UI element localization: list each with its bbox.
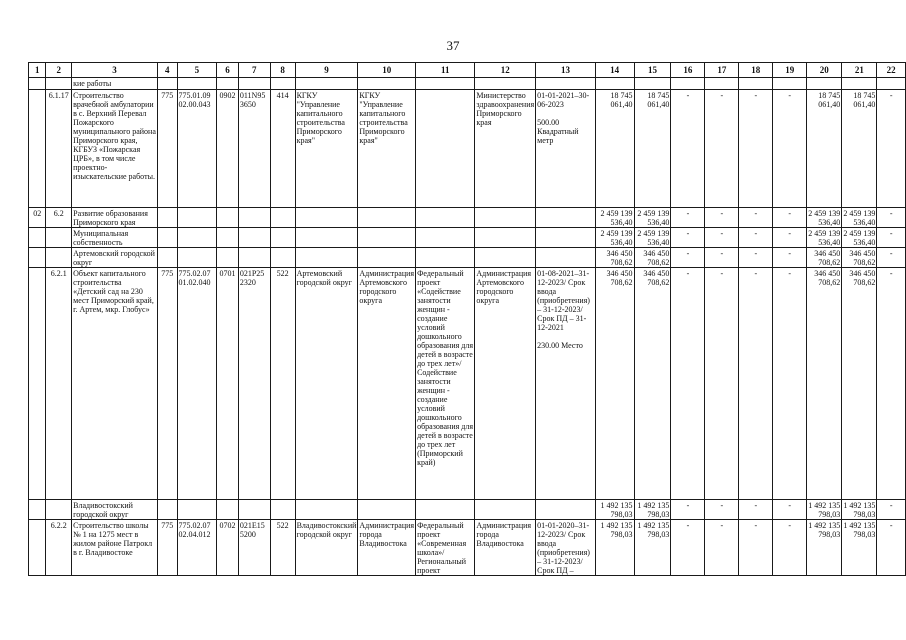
- table-cell: Строительство школы № 1 на 1275 мест в жилом районе Патрокл в г. Владивостоке: [72, 520, 158, 576]
- table-cell: [416, 248, 475, 268]
- table-cell: -: [739, 500, 773, 520]
- table-cell: [46, 500, 72, 520]
- table-cell: [842, 78, 877, 90]
- table-cell: [46, 248, 72, 268]
- table-cell: 2 459 139 536,40: [595, 208, 634, 228]
- column-header: 9: [295, 63, 358, 78]
- table-cell: -: [739, 90, 773, 208]
- column-header: 22: [877, 63, 906, 78]
- table-cell: 18 745 061,40: [595, 90, 634, 208]
- table-cell: 021P25 2320: [238, 268, 270, 500]
- table-cell: [238, 228, 270, 248]
- table-cell: [705, 78, 739, 90]
- table-cell: [877, 78, 906, 90]
- table-cell: [238, 248, 270, 268]
- table-cell: -: [739, 268, 773, 500]
- table-cell: 01-01-2021–30-06-2023 500.00 Квадратный метр: [536, 90, 596, 208]
- table-cell: -: [705, 520, 739, 576]
- column-header: 16: [671, 63, 705, 78]
- table-cell: -: [705, 268, 739, 500]
- column-header: 7: [238, 63, 270, 78]
- table-cell: 6.2.2: [46, 520, 72, 576]
- table-row: [29, 228, 906, 248]
- table-cell: [157, 78, 177, 90]
- table-cell: 01-08-2021–31-12-2023/ Срок ввода (приобретения) – 31-12-2023/ Срок ПД – 31-12-2021 230.00 Место: [536, 268, 596, 500]
- table-row: [29, 500, 906, 520]
- column-header: 15: [634, 63, 671, 78]
- table-cell: Муниципальная собственность: [72, 228, 158, 248]
- table-cell: 6.2.1: [46, 268, 72, 500]
- table-cell: [29, 268, 46, 500]
- table-row: [29, 268, 906, 500]
- table-cell: 2 459 139 536,40: [808, 209, 841, 227]
- table-cell: 775.01.09 02.00.043: [177, 90, 217, 208]
- table-cell: -: [705, 228, 739, 248]
- table-cell: -: [739, 248, 773, 268]
- table-cell: [807, 78, 842, 90]
- table-cell: [217, 228, 239, 248]
- table-cell: 775: [157, 90, 177, 208]
- table-cell: [416, 78, 475, 90]
- column-header: 10: [358, 63, 416, 78]
- table-cell: -: [773, 208, 807, 228]
- table-cell: Федеральный проект «Современная школа»/Региональный проект: [416, 520, 475, 576]
- table-cell: 2 459 139 536,40: [808, 229, 841, 247]
- budget-table: [28, 62, 906, 576]
- table-cell: -: [705, 90, 739, 208]
- table-cell: [46, 78, 72, 90]
- column-header: 12: [475, 63, 536, 78]
- table-cell: [416, 90, 475, 208]
- table-cell: Артемовский городской округ: [295, 268, 358, 500]
- table-cell: КГКУ "Управление капитального строительства Приморского края": [358, 90, 416, 208]
- table-cell: 021E15 5200: [238, 520, 270, 576]
- table-cell: 775.02.07 01.02.040: [177, 268, 217, 500]
- column-header: 2: [46, 63, 72, 78]
- table-cell: [217, 208, 239, 228]
- table-cell: 6.1.17: [46, 90, 72, 208]
- table-cell: 0701: [217, 268, 239, 500]
- table-cell: Владивостокский городской округ: [295, 520, 358, 576]
- table-cell: 011N95 3650: [238, 90, 270, 208]
- table-cell: -: [877, 228, 906, 248]
- table-cell: -: [671, 228, 705, 248]
- table-cell: [295, 78, 358, 90]
- table-header-row: [29, 63, 906, 78]
- table-cell: [595, 78, 634, 90]
- table-cell: -: [705, 208, 739, 228]
- table-cell: [475, 500, 536, 520]
- table-cell: [536, 248, 596, 268]
- table-cell: [358, 500, 416, 520]
- column-header: 4: [157, 63, 177, 78]
- table-cell: -: [877, 208, 906, 228]
- table-cell: [295, 208, 358, 228]
- table-cell: -: [773, 500, 807, 520]
- table-cell: [739, 78, 773, 90]
- table-cell: Развитие образования Приморского края: [72, 208, 158, 228]
- table-cell: [238, 500, 270, 520]
- table-cell: 1 492 135 798,03: [634, 520, 671, 576]
- table-cell: 775: [157, 520, 177, 576]
- table-cell: КГКУ "Управление капитального строительства Приморского края": [295, 90, 358, 208]
- table-cell: [177, 78, 217, 90]
- table-cell: [536, 208, 596, 228]
- table-cell: [157, 208, 177, 228]
- table-cell: [217, 248, 239, 268]
- table-row: [29, 520, 906, 576]
- table-cell: кие работы: [72, 78, 158, 90]
- column-header: 14: [595, 63, 634, 78]
- table-cell: [29, 520, 46, 576]
- column-header: 18: [739, 63, 773, 78]
- table-cell: 346 450 708,62: [807, 268, 842, 500]
- table-cell: -: [877, 90, 906, 208]
- table-cell: 346 450 708,62: [634, 268, 671, 500]
- table-cell: -: [705, 500, 739, 520]
- table-cell: 522: [270, 520, 295, 576]
- table-cell: -: [773, 268, 807, 500]
- table-cell: Владивостокский городской округ: [72, 500, 158, 520]
- table-cell: [270, 228, 295, 248]
- table-cell: [157, 500, 177, 520]
- table-cell: -: [671, 520, 705, 576]
- table-cell: [46, 228, 72, 248]
- table-cell: [295, 248, 358, 268]
- table-cell: 775: [157, 268, 177, 500]
- table-cell: -: [671, 208, 705, 228]
- table-cell: [358, 248, 416, 268]
- page-number: 37: [446, 38, 460, 53]
- table-row: [29, 208, 906, 228]
- table-cell: 346 450 708,62: [595, 248, 634, 268]
- table-cell: 2 459 139 536,40: [595, 228, 634, 248]
- table-cell: [270, 248, 295, 268]
- table-cell: Администрация Артемовского городского округа: [358, 268, 416, 500]
- table-cell: [475, 248, 536, 268]
- table-cell: [177, 208, 217, 228]
- table-cell: 346 450 708,62: [842, 248, 877, 268]
- table-cell: 2 459 139 536,40: [843, 229, 876, 247]
- table-cell: -: [877, 500, 906, 520]
- table-cell: [416, 228, 475, 248]
- table-cell: 2 459 139 536,40: [634, 228, 671, 248]
- table-cell: [295, 500, 358, 520]
- column-header: 6: [217, 63, 239, 78]
- column-header: 17: [705, 63, 739, 78]
- table-cell: -: [671, 248, 705, 268]
- table-cell: -: [773, 228, 807, 248]
- table-cell: 02: [29, 208, 46, 228]
- table-cell: [536, 500, 596, 520]
- column-header: 19: [773, 63, 807, 78]
- table-cell: Объект капитального строительства «Детский сад на 230 мест Приморский край, г. Артем, мкр. Глобус»: [72, 268, 158, 500]
- table-cell: [416, 208, 475, 228]
- table-cell: Министерство здравоохранения Приморского края: [475, 90, 536, 208]
- table-cell: [295, 228, 358, 248]
- column-header: 11: [416, 63, 475, 78]
- table-cell: -: [773, 90, 807, 208]
- table-cell: 0702: [217, 520, 239, 576]
- table-cell: 18 745 061,40: [634, 90, 671, 208]
- table-cell: [29, 78, 46, 90]
- table-row: [29, 248, 906, 268]
- table-cell: 346 450 708,62: [807, 248, 842, 268]
- table-cell: 346 450 708,62: [842, 268, 877, 500]
- table-cell: Администрация города Владивостока: [475, 520, 536, 576]
- table-cell: [270, 208, 295, 228]
- table-cell: [29, 500, 46, 520]
- table-cell: -: [877, 248, 906, 268]
- table-cell: [238, 208, 270, 228]
- column-header: 1: [29, 63, 46, 78]
- table-cell: 01-01-2020–31-12-2023/ Срок ввода (приобретения) – 31-12-2023/ Срок ПД –: [536, 520, 596, 576]
- column-header: 20: [807, 63, 842, 78]
- table-cell: 0902: [217, 90, 239, 208]
- table-cell: -: [773, 248, 807, 268]
- table-cell: [157, 228, 177, 248]
- column-header: 5: [177, 63, 217, 78]
- table-cell: [270, 500, 295, 520]
- table-cell: [177, 248, 217, 268]
- table-cell: [358, 228, 416, 248]
- table-cell: Федеральный проект «Содействие занятости женщин - создание условий дошкольного образования для детей в возрасте до трех лет»/Содействие занятости женщин - создание условий дошкольного образования для детей в возрасте до трех лет (Приморский край): [416, 268, 475, 500]
- table-row: [29, 78, 906, 90]
- table-row: [29, 90, 906, 208]
- table-cell: 346 450 708,62: [634, 248, 671, 268]
- column-header: 13: [536, 63, 596, 78]
- table-cell: 1 492 135 798,03: [842, 520, 877, 576]
- table-cell: [671, 78, 705, 90]
- table-cell: -: [739, 520, 773, 576]
- table-cell: [475, 228, 536, 248]
- table-cell: [177, 228, 217, 248]
- table-cell: [238, 78, 270, 90]
- table-cell: [29, 248, 46, 268]
- table-cell: [29, 228, 46, 248]
- table-cell: 775.02.07 02.04.012: [177, 520, 217, 576]
- table-cell: [536, 228, 596, 248]
- table-cell: 1 492 135 798,03: [634, 500, 671, 520]
- table-cell: 1 492 135 798,03: [595, 500, 634, 520]
- table-cell: -: [671, 268, 705, 500]
- table-cell: -: [705, 248, 739, 268]
- table-cell: -: [773, 520, 807, 576]
- table-cell: 522: [270, 268, 295, 500]
- table-cell: -: [671, 90, 705, 208]
- table-cell: [217, 78, 239, 90]
- table-cell: -: [671, 500, 705, 520]
- table-cell: [358, 78, 416, 90]
- table-cell: [475, 208, 536, 228]
- table-cell: 414: [270, 90, 295, 208]
- table-cell: 2 459 139 536,40: [634, 208, 671, 228]
- table-cell: [634, 78, 671, 90]
- table-cell: [217, 500, 239, 520]
- table-cell: [536, 78, 596, 90]
- table-cell: 1 492 135 798,03: [807, 520, 842, 576]
- table-cell: Артемовский городской округ: [72, 248, 158, 268]
- table-cell: 1 492 135 798,03: [595, 520, 634, 576]
- table-cell: [177, 500, 217, 520]
- table-cell: 18 745 061,40: [807, 90, 842, 208]
- table-cell: -: [739, 228, 773, 248]
- column-header: 3: [72, 63, 158, 78]
- column-header: 21: [842, 63, 877, 78]
- table-cell: Администрация города Владивостока: [358, 520, 416, 576]
- column-header: 8: [270, 63, 295, 78]
- table-cell: 18 745 061,40: [842, 90, 877, 208]
- table-cell: Администрация Артемовского городского округа: [475, 268, 536, 500]
- table-cell: 6.2: [46, 208, 72, 228]
- table-cell: [358, 208, 416, 228]
- table-cell: 1 492 135 798,03: [808, 501, 841, 519]
- table-cell: [475, 78, 536, 90]
- table-cell: [29, 90, 46, 208]
- table-cell: 1 492 135 798,03: [843, 501, 876, 519]
- table-cell: -: [877, 268, 906, 500]
- table-cell: [270, 78, 295, 90]
- table-cell: [773, 78, 807, 90]
- table-cell: 2 459 139 536,40: [843, 209, 876, 227]
- table-cell: [416, 500, 475, 520]
- table-cell: Строительство врачебной амбулатории в с. Верхний Перевал Пожарского муниципального района Приморского края, КГБУЗ «Пожарская ЦРБ», в том числе проектно-изыскательские работы.: [72, 90, 158, 208]
- table-cell: -: [877, 520, 906, 576]
- table-cell: [157, 248, 177, 268]
- table-cell: 346 450 708,62: [595, 268, 634, 500]
- table-cell: -: [739, 208, 773, 228]
